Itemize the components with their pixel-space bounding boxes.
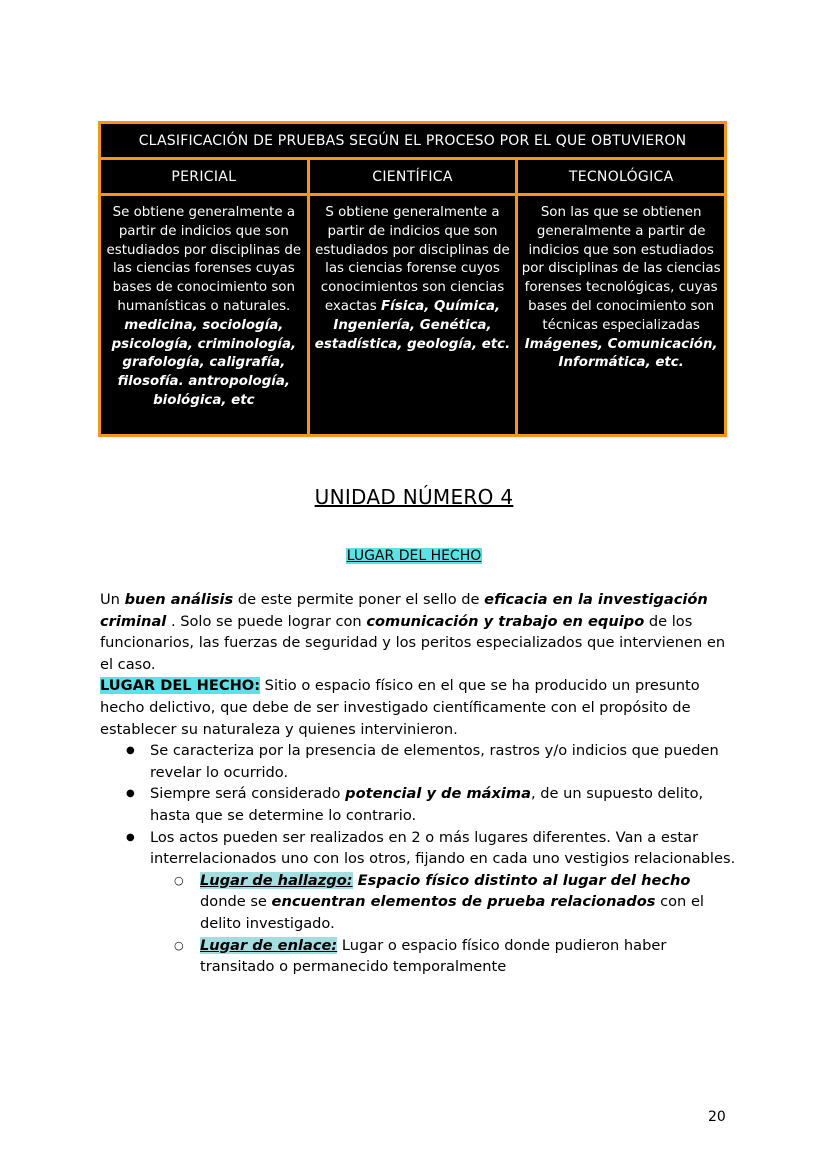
bullet-2-text-pre: Siempre será considerado xyxy=(150,785,346,803)
list-item xyxy=(100,827,740,978)
sub-1-text-2: con el delito investigado. xyxy=(200,893,704,932)
sub-2-text: Lugar o espacio físico donde pudieron haber transitado o permanecido temporalmente xyxy=(200,936,667,976)
cell-pericial xyxy=(100,195,309,436)
column-header-cientifica: CIENTÍFICA xyxy=(308,159,517,195)
cell-pericial-examples: medicina, sociología, psicología, criminología, grafología, caligrafía, filosofía. antropología, biológica, etc xyxy=(111,317,297,408)
intro-bold-1: buen análisis xyxy=(124,591,234,608)
definition-paragraph xyxy=(100,675,740,740)
column-header-tecnologica: TECNOLÓGICA xyxy=(517,159,726,195)
list-item xyxy=(100,740,740,783)
bullet-3-text: Los actos pueden ser realizados en 2 o más lugares diferentes. Van a estar interrelacionados uno con los otros, fijando en cada uno vestigios relacionables. xyxy=(150,828,736,868)
cell-tecnologica-text: Son las que se obtienen generalmente a partir de indicios que son estudiados por disciplinas de las ciencias forenses tecnológicas, cuyas bases del conocimiento son técnicas especializadas xyxy=(521,205,721,333)
definition-term: LUGAR DEL HECHO: xyxy=(100,677,261,695)
cell-tecnologica xyxy=(517,195,726,436)
bullet-2-bold: potencial y de máxima xyxy=(345,785,531,803)
bullet-1-text: Se caracteriza por la presencia de elementos, rastros y/o indicios que pueden revelar lo ocurrido. xyxy=(150,742,719,781)
cell-pericial-text: Se obtiene generalmente a partir de indicios que son estudiados por disciplinas de las ciencias forenses cuyas bases de conocimiento son humanísticas o naturales. xyxy=(106,205,302,314)
body-text xyxy=(100,589,740,978)
section-title-text: LUGAR DEL HECHO xyxy=(346,548,482,564)
list-item xyxy=(100,783,740,826)
list-item xyxy=(100,870,740,935)
sub-2-term: Lugar de enlace: xyxy=(200,936,338,954)
intro-paragraph xyxy=(100,589,740,675)
intro-text-1: Un xyxy=(100,591,125,608)
intro-bold-3: comunicación y trabajo en equipo xyxy=(366,612,645,630)
sub-1-bold-1: Espacio físico distinto al lugar del hecho xyxy=(352,871,691,889)
bullet-list xyxy=(100,740,740,978)
list-item xyxy=(100,935,740,978)
definition-text: Sitio o espacio físico en el que se ha producido un presunto hecho delictivo, que debe de ser investigado científicamente con el propósito de establecer su naturaleza y quienes intervinieron. xyxy=(100,677,700,738)
column-header-pericial: PERICIAL xyxy=(100,159,309,195)
cell-tecnologica-examples: Imágenes, Comunicación, Informática, etc. xyxy=(524,336,718,371)
bullet-2-text-post: , de un supuesto delito, hasta que se determine lo contrario. xyxy=(150,785,704,824)
sub-1-term: Lugar de hallazgo: xyxy=(200,871,353,889)
intro-text-4: de los funcionarios, las fuerzas de seguridad y los peritos especializados que intervienen en el caso. xyxy=(100,612,726,673)
sub-bullet-list xyxy=(150,870,740,978)
sub-1-bold-2: encuentran elementos de prueba relacionados xyxy=(271,893,656,911)
intro-bold-2: eficacia en la investigación criminal xyxy=(100,591,708,630)
intro-text-2: de este permite poner el sello de xyxy=(233,591,485,608)
cell-cientifica xyxy=(308,195,517,436)
section-title xyxy=(0,545,828,564)
intro-text-3: . Solo se puede lograr con xyxy=(166,612,367,630)
cell-cientifica-examples: Física, Química, Ingeniería, Genética, estadística, geología, etc. xyxy=(314,298,511,352)
cell-cientifica-text: S obtiene generalmente a partir de indicios que son estudiados por disciplinas de las ciencias forense cuyos conocimientos son ciencias exactas xyxy=(315,205,510,314)
sub-1-text-1: donde se xyxy=(200,893,272,911)
page-number: 20 xyxy=(708,1109,726,1125)
table-title: CLASIFICACIÓN DE PRUEBAS SEGÚN EL PROCESO POR EL QUE OBTUVIERON xyxy=(100,123,726,159)
unit-heading: UNIDAD NÚMERO 4 xyxy=(314,485,514,509)
classification-table xyxy=(98,121,727,437)
